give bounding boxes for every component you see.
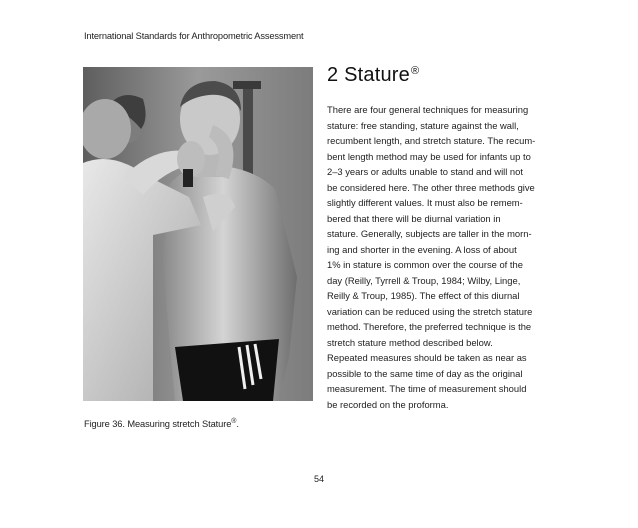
body-line: variation can be reduced using the stretch stature xyxy=(327,305,533,317)
body-line: be considered here. The other three methods give xyxy=(327,181,535,193)
body-line: stretch stature method described below. xyxy=(327,336,493,348)
figure-caption xyxy=(84,418,239,429)
section-title-text: 2 Stature xyxy=(327,64,410,86)
body-line: method. Therefore, the preferred technique is the xyxy=(327,321,532,332)
body-line: Reilly & Troup, 1985). The effect of this diurnal xyxy=(327,290,520,301)
body-line: 2–3 years or adults unable to stand and will not xyxy=(327,166,523,177)
body-line: ing and shorter in the evening. A loss of about xyxy=(327,243,517,255)
body-paragraph xyxy=(327,102,549,412)
body-line: measurement. The time of measurement should xyxy=(327,383,527,394)
body-line: be recorded on the proforma. xyxy=(327,398,449,410)
body-line: bent length method may be used for infants up to xyxy=(327,150,531,162)
section-title xyxy=(327,64,419,87)
running-header: International Standards for Anthropometric Assessment xyxy=(84,31,304,41)
body-line: Repeated measures should be taken as near as xyxy=(327,352,527,363)
body-line: day (Reilly, Tyrrell & Troup, 1984; Wilby, Linge, xyxy=(327,274,521,286)
registered-mark: ® xyxy=(410,65,420,77)
body-line: recumbent length, and stretch stature. The recum- xyxy=(327,135,536,146)
body-line: bered that there will be diurnal variation in xyxy=(327,212,501,224)
body-line: 1% in stature is common over the course of the xyxy=(327,259,523,270)
caption-end: . xyxy=(236,419,239,429)
body-line: possible to the same time of day as the original xyxy=(327,367,523,379)
figure-photo xyxy=(83,67,313,401)
page-number: 54 xyxy=(313,474,324,484)
caption-registered-mark: ® xyxy=(231,418,237,425)
body-line: There are four general techniques for measuring xyxy=(327,104,529,115)
body-line: stature. Generally, subjects are taller in the morn- xyxy=(327,228,532,239)
body-line: slightly different values. It must also be remem- xyxy=(327,197,523,208)
body-line: stature: free standing, stature against the wall, xyxy=(327,119,519,131)
caption-text: Figure 36. Measuring stretch Stature xyxy=(84,419,232,429)
